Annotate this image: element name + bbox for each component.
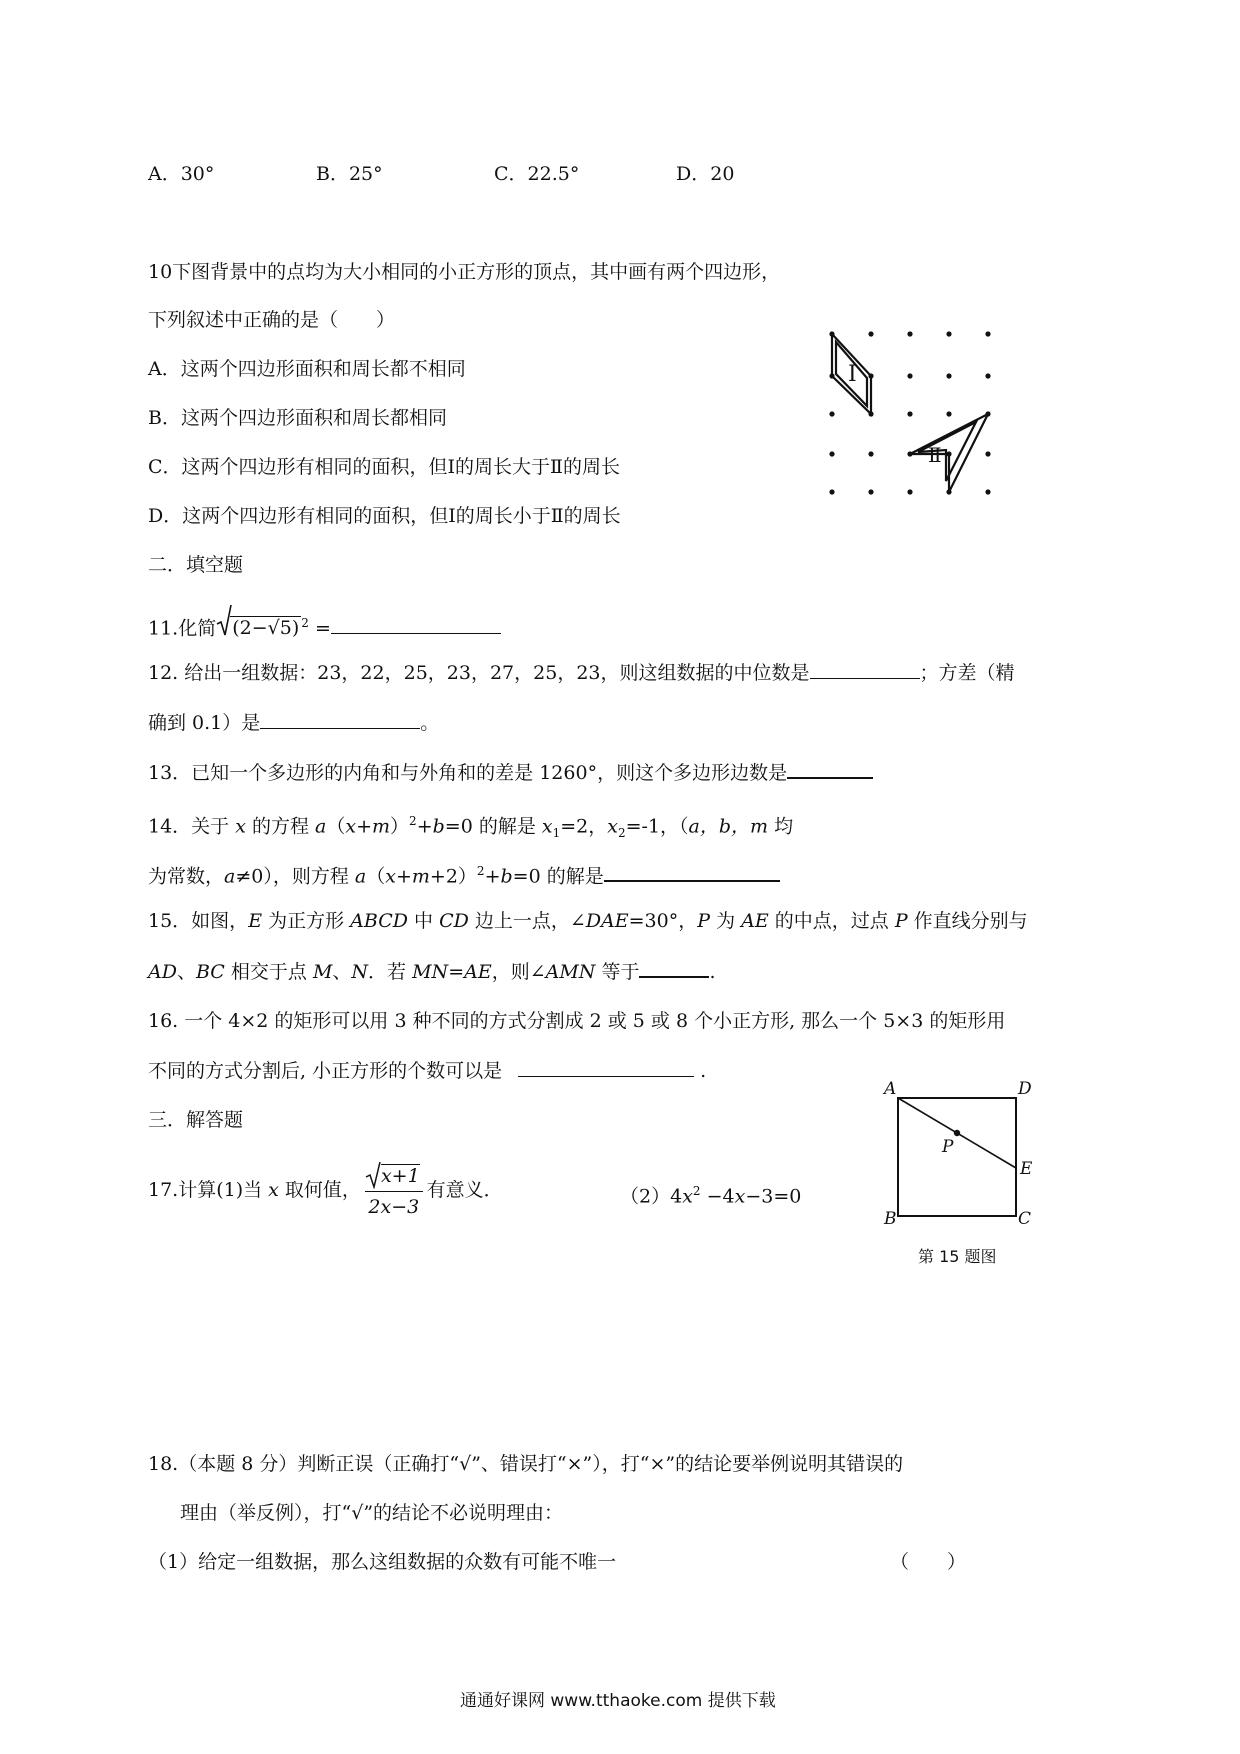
q11-radical: [216, 610, 309, 641]
q14-line2: [148, 858, 780, 889]
q12-line2: [148, 710, 439, 736]
q10-option-a: A．这两个四边形面积和周长都不相同: [148, 358, 466, 380]
q15-var-e: E: [248, 910, 263, 932]
section-heading-fill-in: 二．填空题: [148, 554, 244, 576]
q16-text-a: 不同的方式分割后, 小正方形的个数可以是: [148, 1060, 503, 1082]
q11-prefix: 11.化简: [148, 617, 217, 640]
q14-t5: +: [416, 815, 433, 838]
q17-sup: 2: [692, 1184, 701, 1198]
q17-t5: −4: [700, 1185, 735, 1208]
q14-sub2: 2: [617, 826, 626, 841]
quadrilateral-two: [910, 414, 988, 492]
q12-text-a: 12. 给出一组数据：23，22，25，23，27，25，23，则这组数据的中位数是: [148, 662, 810, 684]
q14-var-b: b: [432, 815, 445, 838]
section-heading-solve: 三．解答题: [148, 1109, 244, 1131]
q10-stem-line2: 下列叙述中正确的是（ ）: [148, 309, 396, 331]
q14-sup: 2: [409, 814, 417, 828]
q15-var-ae: AE: [741, 910, 769, 932]
q14-t4: ）: [390, 815, 410, 838]
fig15-label-a: A: [884, 1079, 897, 1099]
q11-answer-blank[interactable]: [331, 615, 501, 634]
q12-median-blank[interactable]: [810, 660, 920, 679]
q15-t16: .: [709, 961, 716, 983]
fig15-label-e: E: [1020, 1159, 1033, 1179]
q14-var-xm: x+m: [345, 815, 391, 838]
q14-t1: 14．关于: [148, 815, 236, 838]
q15-t9: 、: [176, 961, 196, 983]
q17-var-x2: x: [682, 1185, 693, 1208]
q15-var-n: N: [351, 961, 369, 983]
q14-var-a3: a: [354, 865, 367, 888]
q17-part2: [620, 1178, 801, 1209]
q14-t15: =0 的解是: [512, 865, 604, 888]
q15-var-abcd: ABCD: [350, 910, 408, 932]
q15-var-ad: AD: [148, 961, 177, 983]
q15-var-dae: DAE: [585, 910, 629, 932]
q16-line2: [148, 1058, 706, 1084]
fig15-label-p: P: [942, 1137, 954, 1157]
quadrilateral-two-label: Ⅱ: [928, 443, 942, 467]
q14-sub1: 1: [552, 826, 561, 841]
fig15-label-b: B: [884, 1209, 897, 1229]
q16-answer-blank[interactable]: [518, 1058, 694, 1077]
q15-var-p: P: [697, 910, 711, 932]
q14-var-xm2: x+m: [385, 865, 430, 888]
q15-var-m: M: [312, 961, 333, 983]
q17-denominator: 2x−3: [368, 1195, 420, 1218]
q15-t3: 中: [407, 910, 440, 932]
q15-t11: 、: [332, 961, 352, 983]
q15-t2: 为正方形: [262, 910, 351, 932]
q17-t1: 17.计算(1)当: [148, 1179, 269, 1201]
q15-line2: [148, 958, 716, 985]
q10-stem-line1: 10下图背景中的点均为大小相同的小正方形的顶点，其中画有两个四边形，: [148, 261, 781, 283]
q14-t8: =-1，（: [625, 815, 689, 838]
fig15-caption: 第 15 题图: [918, 1247, 997, 1266]
fig15-label-d: D: [1018, 1079, 1032, 1099]
q13-answer-blank[interactable]: [787, 759, 873, 779]
q10-option-c: C．这两个四边形有相同的面积，但Ⅰ的周长大于Ⅱ的周长: [148, 456, 620, 478]
q11-radicand: (2−√5): [232, 617, 300, 640]
q17-t3: 有意义．: [426, 1179, 503, 1201]
q15-t14: ，则∠: [491, 961, 546, 983]
q12-variance-blank[interactable]: [260, 710, 420, 729]
q17-numerator: [365, 1163, 423, 1192]
q15-t10: 相交于点: [224, 961, 313, 983]
q18-item1-answer-paren[interactable]: （ ）: [890, 1551, 967, 1573]
q15-answer-blank[interactable]: [639, 958, 709, 978]
q9-option-c: C．22.5°: [494, 163, 580, 185]
q14-var-a2: a: [224, 865, 236, 888]
q14-var-b2: b: [500, 865, 513, 888]
q14-line1: [148, 808, 793, 846]
q15-line1: [148, 908, 1028, 934]
q14-sup2: 2: [476, 864, 485, 878]
q15-t4: 边上一点，∠: [468, 910, 586, 932]
q17-var-x3: x: [734, 1185, 746, 1208]
q11-line: [148, 610, 501, 641]
q14-var-x: x: [235, 815, 246, 838]
q17-t6: −3=0: [745, 1185, 802, 1208]
q9-option-a: A．30°: [148, 163, 215, 185]
q14-t12: （: [366, 865, 386, 888]
q13-text: 13．已知一个多边形的内角和与外角和的差是 1260°，则这个多边形边数是: [148, 762, 788, 784]
q11-exponent: 2: [301, 616, 309, 630]
q15-t5: =30°，: [628, 910, 698, 932]
q17-line: [148, 1160, 503, 1220]
q17-fraction: [365, 1163, 423, 1220]
q14-t14: +: [484, 865, 501, 888]
q18-line2: 理由（举反例），打“√”的结论不必说明理由：: [180, 1502, 564, 1524]
q13-line: [148, 759, 873, 786]
q15-t1: 15．如图，: [148, 910, 249, 932]
q14-answer-blank[interactable]: [604, 862, 780, 882]
q14-t11: ≠0），则方程: [235, 865, 355, 888]
q14-vars-abm: a，b，m: [688, 815, 769, 838]
q14-var-x1: x: [541, 815, 553, 838]
q15-var-amn: AMN: [545, 961, 596, 983]
q17-t4: （2）4: [620, 1185, 683, 1208]
q15-var-bc: BC: [195, 961, 225, 983]
q17-num-text: x+1: [380, 1164, 420, 1187]
q11-equals: =: [314, 617, 331, 640]
q15-t7: 的中点，过点: [768, 910, 895, 932]
q16-line1: 16. 一个 4×2 的矩形可以用 3 种不同的方式分割成 2 或 5 或 8 个小正方形, 那么一个 5×3 的矩形用: [148, 1010, 1006, 1032]
q18-line1: 18.（本题 8 分）判断正误（正确打“√”、错误打“×”），打“×”的结论要举例说明其错误的: [148, 1453, 904, 1475]
q15-t13: =: [448, 961, 465, 983]
q14-t13: +2）: [429, 865, 477, 888]
q14-t6: =0 的解是: [444, 815, 542, 838]
q15-var-ae2: AE: [464, 961, 492, 983]
q10-dot-grid-figure: [820, 326, 1000, 498]
q16-text-b: .: [700, 1060, 707, 1082]
q15-t8: 作直线分别与: [907, 910, 1028, 932]
q15-var-mn: MN: [412, 961, 449, 983]
q14-t3: （: [326, 815, 346, 838]
page-footer: 通通好课网 www.tthaoke.com 提供下载: [460, 1691, 776, 1711]
q12-text-b: ；方差（精: [919, 662, 1015, 684]
q9-option-d: D．20: [676, 163, 735, 185]
q15-t15: 等于: [595, 961, 640, 983]
q9-option-b: B．25°: [316, 163, 383, 185]
q14-t2: 的方程: [245, 815, 316, 838]
q12-text-d: 。: [420, 712, 440, 734]
q14-t7: =2，: [560, 815, 608, 838]
q17-var-x: x: [268, 1179, 279, 1201]
q12-text-c: 确到 0.1）是: [148, 712, 261, 734]
q14-t9: 均: [768, 815, 794, 838]
q10-option-d: D．这两个四边形有相同的面积，但Ⅰ的周长小于Ⅱ的周长: [148, 505, 621, 527]
q14-var-x2: x: [607, 815, 618, 838]
q15-t12: ．若: [368, 961, 413, 983]
q14-t10: 为常数，: [148, 865, 225, 888]
q14-var-a: a: [315, 815, 327, 838]
fig15-label-c: C: [1018, 1209, 1032, 1229]
quadrilateral-one-label: Ⅰ: [848, 362, 857, 387]
q15-t6: 为: [710, 910, 742, 932]
q10-option-b: B．这两个四边形面积和周长都相同: [148, 407, 447, 429]
q17-t2: 取何值，: [278, 1179, 361, 1201]
q15-var-cd: CD: [439, 910, 469, 932]
q12-line1: [148, 660, 1015, 686]
q18-item1: （1）给定一组数据，那么这组数据的众数有可能不唯一: [148, 1551, 617, 1573]
q15-var-p2: P: [894, 910, 908, 932]
